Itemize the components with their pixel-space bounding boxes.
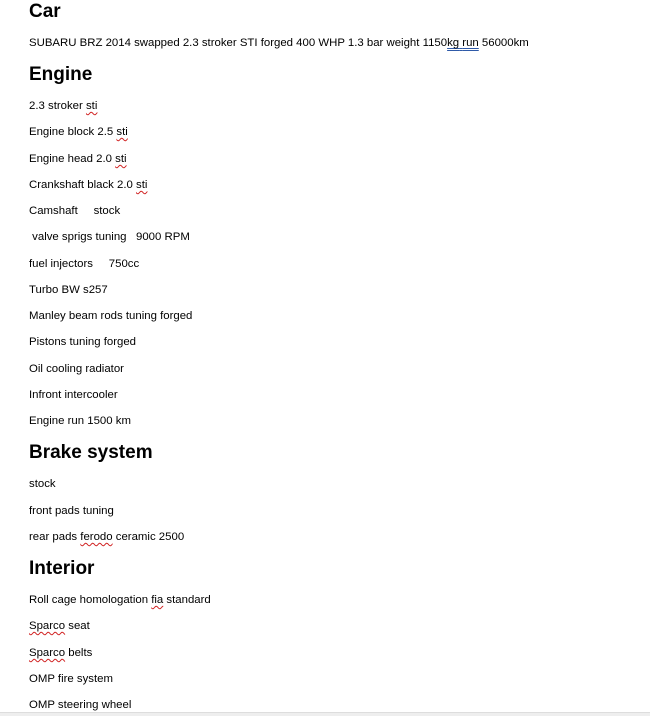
engine-line: Turbo BW s257 <box>29 284 108 296</box>
car-description: SUBARU BRZ 2014 swapped 2.3 stroker STI forged 400 WHP 1.3 bar weight 1150kg run 56000km <box>29 37 529 49</box>
interior-line: Sparco seat <box>29 620 90 632</box>
heading-car: Car <box>29 1 61 22</box>
brake-line: rear pads ferodo ceramic 2500 <box>29 531 185 543</box>
heading-brake-system: Brake system <box>29 442 153 463</box>
interior-line: Sparco belts <box>29 647 93 659</box>
heading-interior: Interior <box>29 558 95 579</box>
engine-line: Infront intercooler <box>29 389 118 401</box>
brake-line: stock <box>29 478 56 490</box>
interior-line: OMP fire system <box>29 673 113 685</box>
engine-line: Camshaft stock <box>29 205 121 217</box>
engine-line: Pistons tuning forged <box>29 336 137 348</box>
engine-line: 2.3 stroker sti <box>29 100 98 112</box>
page-bottom-edge <box>0 712 650 716</box>
interior-line: OMP steering wheel <box>29 699 132 711</box>
engine-line: Engine block 2.5 sti <box>29 126 128 138</box>
engine-line: fuel injectors 750cc <box>29 258 140 270</box>
engine-line: Engine head 2.0 sti <box>29 153 127 165</box>
engine-line: Crankshaft black 2.0 sti <box>29 179 148 191</box>
engine-line: valve sprigs tuning 9000 RPM <box>29 231 190 243</box>
engine-line: Oil cooling radiator <box>29 363 124 375</box>
engine-line: Engine run 1500 km <box>29 415 131 427</box>
interior-line: Roll cage homologation fia standard <box>29 594 211 606</box>
document-body <box>29 0 650 716</box>
engine-line: Manley beam rods tuning forged <box>29 310 193 322</box>
heading-engine: Engine <box>29 64 93 85</box>
brake-line: front pads tuning <box>29 505 114 517</box>
